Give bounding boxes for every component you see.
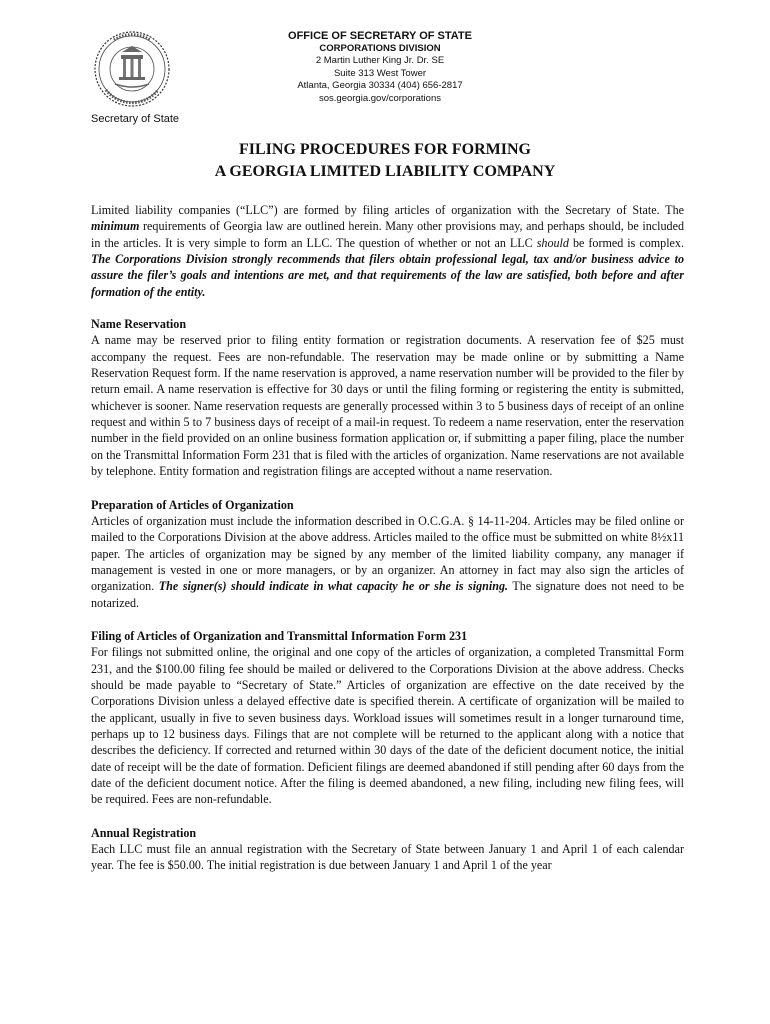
website: sos.georgia.gov/corporations [319,92,441,104]
division-name: CORPORATIONS DIVISION [319,42,441,54]
address-line-3: Atlanta, Georgia 30334 (404) 656-2817 [297,80,463,92]
section-heading: Filing of Articles of Organization and Transmittal Information Form 231 [91,628,468,643]
title-line-2: A GEORGIA LIMITED LIABILITY COMPANY [214,163,556,180]
section-preparation [91,497,684,611]
address-line-2: Suite 313 West Tower [333,67,427,79]
intro-paragraph [91,202,684,300]
section-body [91,513,684,611]
preparation-text: Articles of organization must include the information described in O.C.G.A. § 14-11-204. Articles may be filed online or mailed to the Corporations Division at the above address. Articles mailed to the office must be submitted on white 8½x11 paper. The articles of organization may be signed by any member of the limited liability company, any manager if management is vested in one or more managers, or by an organizer. An attorney in fact may also sign the articles of organization. [91,513,684,594]
office-name: OFFICE OF SECRETARY OF STATE [288,30,472,42]
address-line-1: 2 Martin Luther King Jr. Dr. SE [315,55,445,67]
document-title [0,139,770,183]
section-body: A name may be reserved prior to filing entity formation or registration documents. A reservation fee of $25 must accompany the request. Fees are non-refundable. The reservation may be made online or by submitting a Name Reservation Request form. If the name reservation is approved, a name reservation number will be provided to the filer by return email. A name reservation is effective for 30 days or until the filing forming or registering the entity is submitted, whichever is sooner. Name reservation requests are generally processed within 3 to 5 business days of receipt of an online request and within 5 to 7 business days of receipt of a mail-in request. To redeem a name reservation, enter the reservation number in the field provided on an online business formation application or, if submitting a paper filing, place the number on the Transmittal Information Form 231 that is filed with the articles of organization. Name reservations are not available by telephone. Entity formation and registration filings are accepted without a name reservation. [91,333,684,479]
section-filing [91,628,684,808]
office-header [240,30,520,106]
preparation-tail: The signature does not need to be notarized. [91,579,684,610]
section-body: For filings not submitted online, the original and one copy of the articles of organization, a completed Transmittal Form 231, and the $100.00 filing fee should be mailed or delivered to the Corporations Division at the above address. Checks should be made payable to “Secretary of State.” Articles of organization are effective on the date received by the Corporations Division unless a delayed effective date is specified therein. A certificate of organization will be mailed to the applicant, usually in five to seven business days. Workload issues will sometimes result in a longer turnaround time, perhaps up to 12 business days. Filings that are not complete will be returned to the applicant along with a notice that describes the deficiency. If corrected and returned within 30 days of the date of the deficient document notice, the initial date of receipt will be the date of formation. Deficient filings are deemed abandoned if still pending after 60 days from the date of the deficient document notice. After the filing is deemed abandoned, a new filing, including new filing fees, will be required. Fees are non-refundable. [91,645,684,807]
intro-text-1: Limited liability companies (“LLC”) are formed by filing articles of organization with the Secretary of State. The [91,203,684,217]
intro-text-2: requirements of Georgia law are outlined herein. Many other provisions may, and perhaps should, be included in the articles. It is very simple to form an LLC. The question of whether or not an LLC [91,219,684,250]
section-heading: Preparation of Articles of Organization [91,497,294,512]
section-heading: Name Reservation [91,317,187,332]
section-name-reservation [91,316,684,479]
intro-text-3: be formed is complex. [568,235,685,250]
intro-should: should [536,235,569,250]
preparation-emphasis: The signer(s) should indicate in what capacity he or she is signing. [158,579,509,594]
section-annual-registration [91,825,684,874]
seal-caption: Secretary of State [91,113,180,125]
intro-recommendation: The Corporations Division strongly recommends that filers obtain professional legal, tax and/or business advice to assure the filer’s goals and intentions are met, and that requirements of the law are satisfied, both before and after formation of the entity. [91,252,684,299]
title-line-1: FILING PROCEDURES FOR FORMING [238,141,531,158]
state-seal-logo [92,30,172,108]
section-heading: Annual Registration [91,825,197,840]
intro-minimum: minimum [91,219,140,234]
section-body: Each LLC must file an annual registration with the Secretary of State between January 1 and April 1 of each calendar year. The fee is $50.00. The initial registration is due between January 1 and April 1 of the year [91,842,684,873]
document-body [91,202,684,891]
